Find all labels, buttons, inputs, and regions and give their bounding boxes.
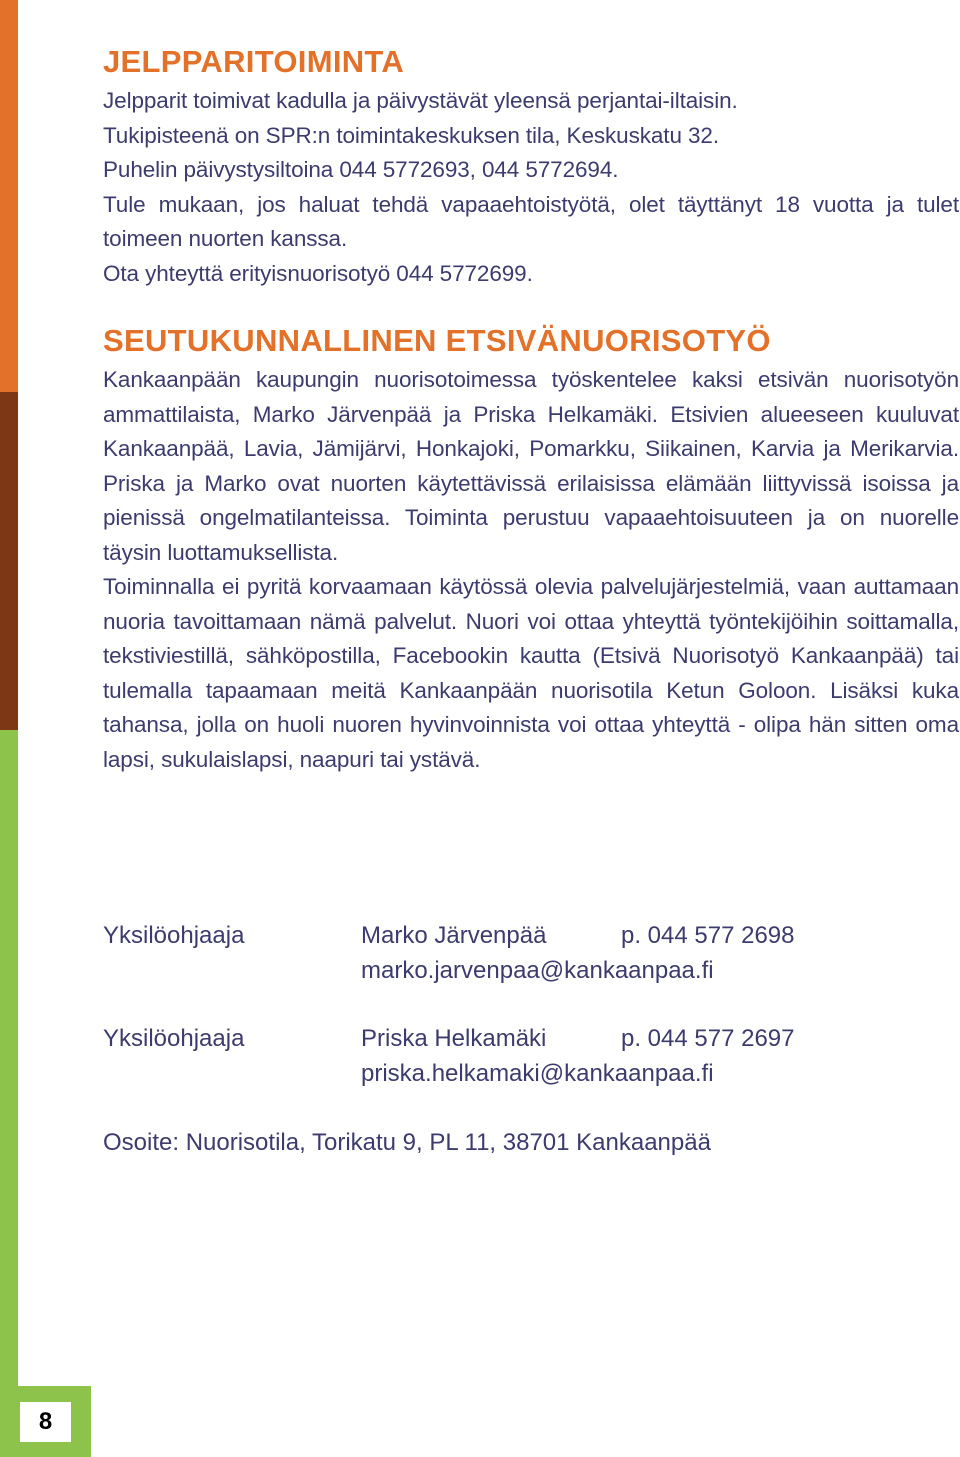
contact-entry bbox=[103, 918, 863, 988]
jelpparit-contact-text: Ota yhteyttä erityisnuorisotyö 044 5772699. bbox=[103, 260, 533, 286]
contact-name: Priska Helkamäki bbox=[361, 1025, 547, 1052]
contact-email: priska.helkamaki@kankaanpaa.fi bbox=[361, 1060, 714, 1087]
page-number: 8 bbox=[20, 1402, 71, 1442]
jelpparit-text-line-1: Jelpparit toimivat kadulla ja päivystävät yleensä perjantai-iltaisin. bbox=[103, 88, 738, 113]
contact-role: Yksilöohjaaja bbox=[103, 1025, 245, 1052]
side-bar-orange bbox=[0, 0, 18, 392]
contact-name: Marko Järvenpää bbox=[361, 922, 547, 949]
jelpparit-join-text: Tule mukaan, jos haluat tehdä vapaaehtoistyötä, olet täyttänyt 18 vuotta ja tulet toimeen nuorten kanssa. bbox=[103, 191, 959, 251]
section-title-jelpparitoiminta: JELPPARITOIMINTA bbox=[103, 44, 405, 79]
contact-entry bbox=[103, 1021, 863, 1091]
contact-phone: p. 044 577 2698 bbox=[621, 922, 795, 949]
contact-phone: p. 044 577 2697 bbox=[621, 1025, 795, 1052]
contacts-list bbox=[103, 918, 863, 1091]
contact-email: marko.jarvenpaa@kankaanpaa.fi bbox=[361, 957, 714, 984]
contact-role: Yksilöohjaaja bbox=[103, 922, 245, 949]
etsiva-services-paragraph: Toiminnalla ei pyritä korvaamaan käytössä olevia palvelujärjestelmiä, vaan auttamaan nuoria tavoittamaan nämä palvelut. Nuori voi ottaa yhteyttä työntekijöihin soittamalla, tekstiviestillä, sähköpostilla, Facebookin kautta (Etsivä Nuorisotyö Kankaanpää) tai tulemalla tapaamaan meitä Kankaanpään nuorisotila Ketun Goloon. Lisäksi kuka tahansa, jolla on huoli nuoren hyvinvoinnista voi ottaa yhteyttä - olipa hän sitten oma lapsi, sukulaislapsi, naapuri tai ystävä. bbox=[103, 574, 959, 772]
side-bar-brown bbox=[0, 392, 18, 730]
jelpparit-phone-text: Puhelin päivystysiltoina 044 5772693, 044 5772694. bbox=[103, 157, 619, 182]
page-number-badge bbox=[0, 1386, 91, 1457]
section-title-etsivanuorisotyo: SEUTUKUNNALLINEN ETSIVÄNUORISOTYÖ bbox=[103, 323, 771, 358]
jelpparit-text-line-2: Tukipisteenä on SPR:n toimintakeskuksen tila, Keskuskatu 32. bbox=[103, 122, 719, 148]
main-content bbox=[103, 40, 959, 777]
address-text: Osoite: Nuorisotila, Torikatu 9, PL 11, 38701 Kankaanpää bbox=[103, 1129, 711, 1156]
etsiva-intro-paragraph: Kankaanpään kaupungin nuorisotoimessa työskentelee kaksi etsivän nuorisotyön ammattilaista, Marko Järvenpää ja Priska Helkamäki. Etsivien alueeseen kuuluvat Kankaanpää, Lavia, Jämijärvi, Honkajoki, Pomarkku, Siikainen, Karvia ja Merikarvia. Priska ja Marko ovat nuorten käytettävissä erilaisissa elämään liittyvissä isoissa ja pienissä ongelmatilanteissa. Toiminta perustuu vapaaehtoisuuteen ja on nuorelle täysin luottamuksellista. bbox=[103, 367, 959, 565]
side-bar-green bbox=[0, 730, 18, 1386]
